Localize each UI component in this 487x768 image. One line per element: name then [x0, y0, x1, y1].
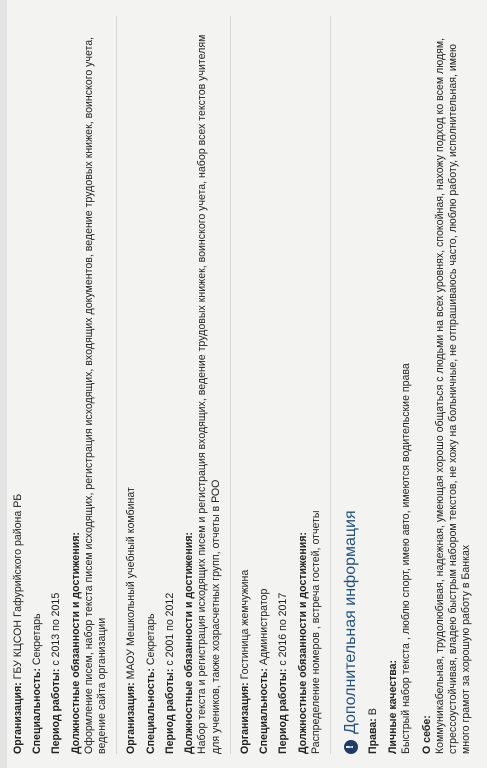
job-period	[50, 16, 63, 754]
label-duties: Должностные обязанности и достижения:	[69, 532, 82, 754]
value-spec: Секретарь	[31, 613, 44, 666]
value-duties: Набор текста и регистрация исходящих писем и регистрация входящих, ведение трудовых книжек, воинского учета, набор всех текстов учителям для учеников, также хозрасчетных групп, отчеты в РОО	[196, 34, 222, 754]
label-org: Организация:	[12, 682, 24, 754]
about-row	[421, 16, 474, 754]
page-edge	[0, 0, 7, 768]
label-spec: Специальность:	[31, 668, 44, 754]
label-duties: Должностные обязанности и достижения:	[183, 532, 196, 754]
job-duties	[70, 16, 110, 754]
value-org: МАОУ Мешкольный учебный комбинат	[125, 487, 138, 680]
value-duties: Оформление писем, набор текста писем исходящих, регистрация исходящих, входящих документов, ведение трудовых книжек, воинского учета, ведение сайта организации	[82, 36, 109, 754]
value-spec: Секретарь	[144, 613, 157, 666]
rights-value: B	[366, 708, 379, 716]
value-org: ГБУ КЦСОН Гафурийского района РБ	[12, 493, 24, 680]
rights-row	[367, 16, 380, 754]
value-duties: Распределение номеров , встреча гостей, отчеты	[309, 510, 322, 754]
job-org	[12, 16, 25, 754]
job-org	[125, 16, 138, 754]
job-period	[164, 16, 177, 754]
value-spec: Администратор	[258, 588, 271, 666]
label-org: Организация:	[238, 682, 251, 754]
value-period: с 2013 по 2015	[50, 592, 63, 666]
job-spec	[258, 16, 271, 754]
value-period: с 2001 по 2012	[163, 592, 176, 666]
qualities-row	[387, 16, 413, 754]
job-entry-3	[231, 16, 331, 754]
label-duties: Должностные обязанности и достижения:	[296, 532, 309, 754]
job-period	[277, 16, 290, 754]
info-icon: !	[344, 740, 358, 754]
label-period: Период работы:	[50, 668, 63, 754]
label-period: Период работы:	[163, 668, 176, 754]
qualities-value: Быстрый набор текста , люблю спорт, имею авто, имеются водительские права	[400, 363, 413, 754]
job-duties	[183, 16, 223, 754]
section-title: Дополнительная информация	[341, 510, 359, 734]
label-period: Период работы:	[277, 668, 290, 754]
value-org: Гостиница жемчужина	[238, 569, 251, 680]
qualities-label: Личные качества:	[387, 659, 400, 754]
about-label: О себе:	[420, 715, 433, 754]
job-spec	[145, 16, 158, 754]
job-org	[239, 16, 252, 754]
about-value: Коммуникабельная, трудолюбивая, надежная, умеющая хорошо общаться с людьми на всех уровнях, спокойная, нахожу подход ко всем людям, стрессоустойчивая, владею быстрым набором текстов, не хожу на больничные, не отпрашиваюсь часто, люблю работу, исполнительная, имею много грамот за хорошую работу в Банках	[433, 37, 473, 754]
value-period: с 2016 по 2017	[277, 592, 290, 666]
job-spec	[31, 16, 44, 754]
job-entry-2	[117, 16, 230, 754]
job-entry-1	[4, 16, 117, 754]
job-duties	[297, 16, 323, 754]
rights-label: Права:	[366, 718, 379, 754]
label-spec: Специальность:	[144, 668, 157, 754]
label-spec: Специальность:	[258, 668, 271, 754]
additional-info-header	[341, 16, 361, 754]
label-org: Организация:	[125, 682, 138, 754]
additional-info	[361, 16, 474, 754]
